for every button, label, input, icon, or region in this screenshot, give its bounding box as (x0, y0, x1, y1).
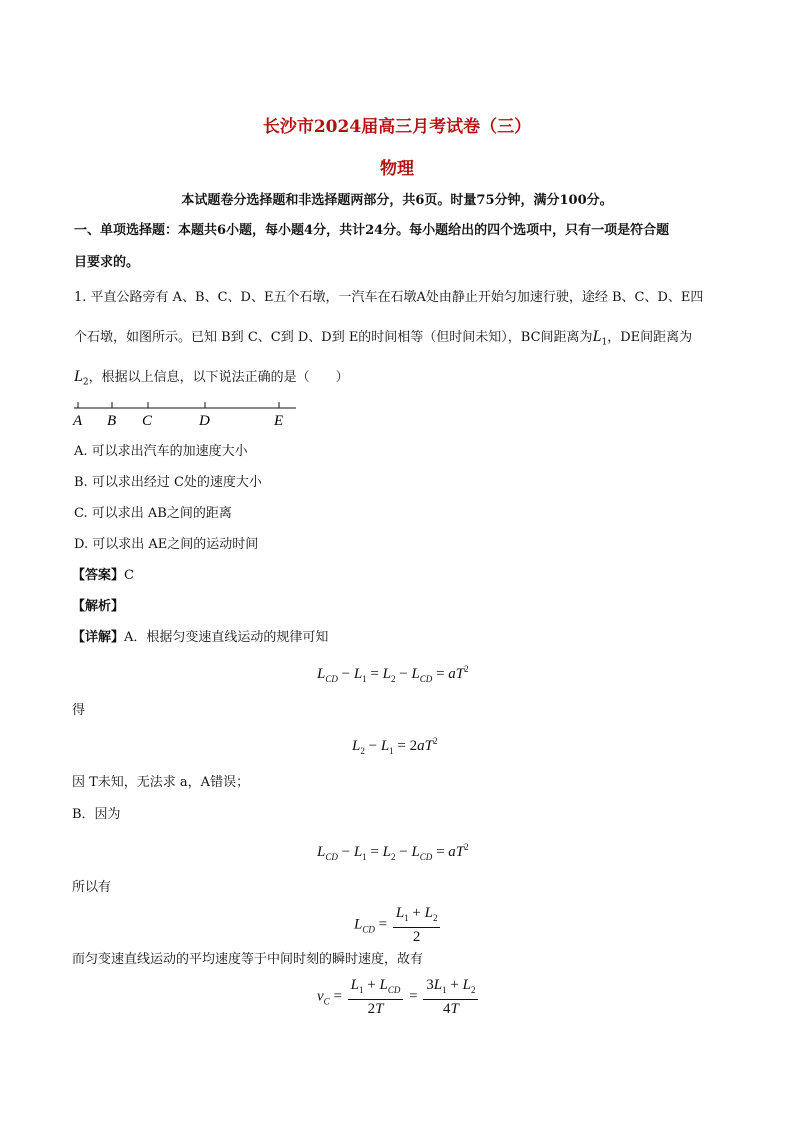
suoyi-text: 所以有 (72, 880, 112, 895)
pier-label-c: C (142, 413, 153, 429)
answer-line: 【答案】C (72, 568, 134, 583)
question-1-line-3: $L_2$，根据以上信息，以下说法正确的是（ ） (74, 368, 349, 388)
section-heading-line-2: 目要求的。 (74, 255, 140, 270)
equation-1: $L_{CD} - L_1 = L_2 - L_{CD} = aT^2$ (317, 664, 469, 684)
detail-line-a-end: 因 T未知，无法求 a，A错误； (72, 775, 250, 790)
analysis-tag: 【解析】 (72, 599, 125, 614)
pier-label-e: E (274, 413, 284, 429)
exam-title: 长沙市2024届高三月考试卷（三） (262, 117, 532, 137)
detail-line-b: B．因为 (72, 807, 121, 822)
equation-3: $L_{CD} - L_1 = L_2 - L_{CD} = aT^2$ (317, 842, 469, 862)
equation-2: $L_2 - L_1 = 2aT^2$ (352, 736, 438, 756)
detail-line-b2: 而匀变速直线运动的平均速度等于中间时刻的瞬时速度，故有 (72, 952, 424, 967)
option-a: A. 可以求出汽车的加速度大小 (74, 444, 248, 459)
subject-title: 物理 (380, 159, 414, 179)
section-heading-line-1: 一、单项选择题：本题共6小题，每小题4分，共计24分。每小题给出的四个选项中，只有一项是符合题 (74, 223, 670, 238)
stone-pier-figure (72, 398, 302, 430)
pier-label-a: A (73, 413, 83, 429)
equation-5: $v_C$ = $\frac{L_1 + L_{CD}}{2T}$ = $\frac{3L_1 + L_2}{4T}$ (317, 976, 480, 1018)
question-1-line-2: 个石墩，如图所示。已知 B到 C、C到 D、D到 E的时间相等（但时间未知），BC间距离为$L_1$，DE间距离为 (74, 328, 693, 348)
option-b: B. 可以求出经过 C处的速度大小 (74, 475, 262, 490)
option-c: C. 可以求出 AB之间的距离 (74, 506, 232, 521)
question-1-line-1: 1. 平直公路旁有 A、B、C、D、E五个石墩，一汽车在石墩A处由静止开始匀加速行驶，途经 B、C、D、E四 (74, 290, 704, 305)
equation-4: $L_{CD}$ = $\frac{L_1 + L_2}{2}$ (354, 904, 442, 946)
exam-intro: 本试题卷分选择题和非选择题两部分，共6页。时量75分钟，满分100分。 (181, 193, 613, 208)
option-d: D. 可以求出 AE之间的运动时间 (74, 537, 259, 552)
pier-label-d: D (199, 413, 210, 429)
pier-label-b: B (107, 413, 117, 429)
detail-line-a: 【详解】A．根据匀变速直线运动的规律可知 (72, 630, 329, 645)
de-text: 得 (72, 703, 86, 718)
